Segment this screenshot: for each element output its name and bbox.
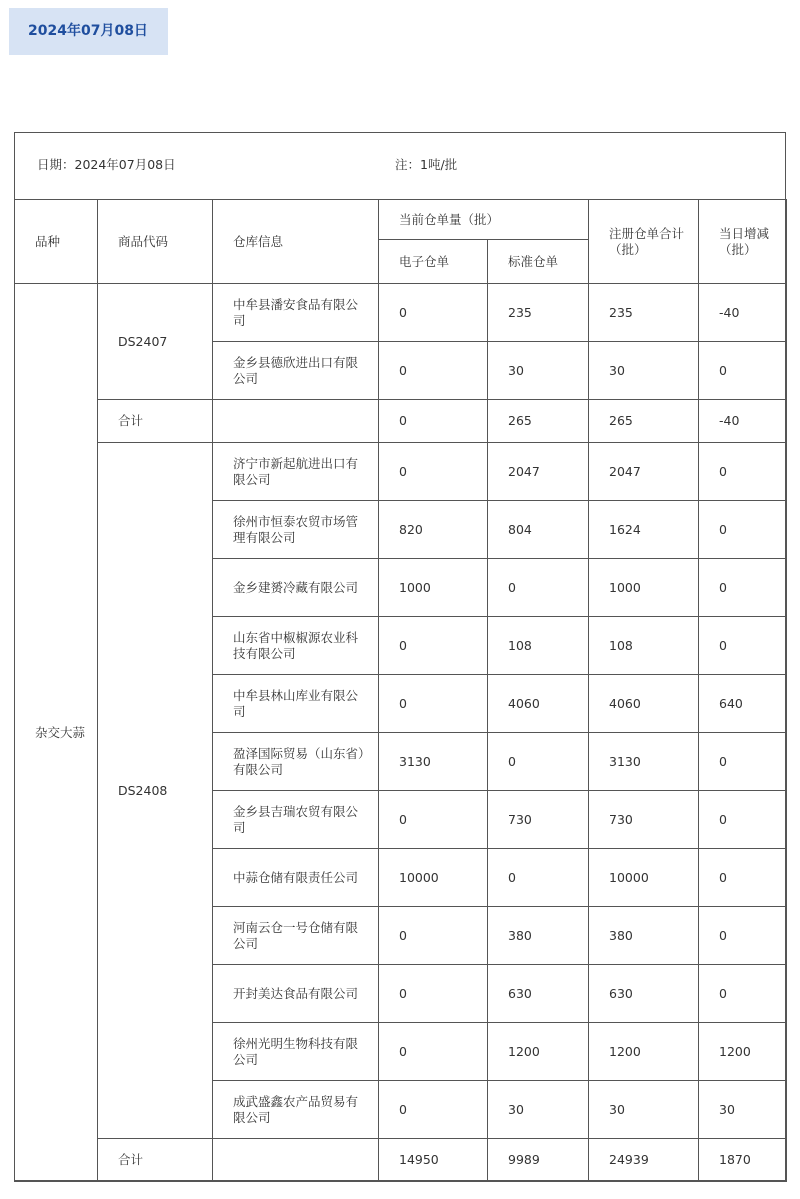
electronic-receipt-cell: 0 [379,342,488,400]
subtotal-daily-change: -40 [699,400,787,443]
subtotal-registered-total: 265 [589,400,699,443]
standard-receipt-cell: 730 [488,791,589,849]
electronic-receipt-cell: 1000 [379,559,488,617]
warehouse-receipt-sheet [14,132,786,1181]
commodity-code-cell: DS2408 [98,443,213,1139]
header-warehouse: 仓库信息 [213,200,379,284]
info-row [15,133,785,199]
warehouse-cell: 山东省中椒椒源农业科技有限公司 [213,617,379,675]
header-current: 当前仓单量（批） [379,200,589,240]
standard-receipt-cell: 235 [488,284,589,342]
warehouse-cell: 成武盛鑫农产品贸易有限公司 [213,1081,379,1139]
warehouse-cell: 中蒜仓储有限责任公司 [213,849,379,907]
subtotal-electronic: 14950 [379,1139,488,1182]
warehouse-cell: 金乡县德欣进出口有限公司 [213,342,379,400]
electronic-receipt-cell: 0 [379,965,488,1023]
unit-note: 注：1吨/批 [395,157,458,172]
daily-change-cell: 0 [699,559,787,617]
electronic-receipt-cell: 0 [379,617,488,675]
subtotal-row [15,400,787,443]
registered-total-cell: 235 [589,284,699,342]
daily-change-cell: 0 [699,733,787,791]
electronic-receipt-cell: 0 [379,443,488,501]
header-registered-total: 注册仓单合计（批） [589,200,699,284]
table-row [15,284,787,342]
electronic-receipt-cell: 0 [379,1081,488,1139]
daily-change-cell: 0 [699,617,787,675]
registered-total-cell: 1000 [589,559,699,617]
registered-total-cell: 108 [589,617,699,675]
warehouse-cell: 金乡建赟冷藏有限公司 [213,559,379,617]
standard-receipt-cell: 30 [488,342,589,400]
electronic-receipt-cell: 0 [379,791,488,849]
daily-change-cell: 0 [699,342,787,400]
electronic-receipt-cell: 0 [379,675,488,733]
standard-receipt-cell: 0 [488,733,589,791]
daily-change-cell: 0 [699,443,787,501]
daily-change-cell: 1200 [699,1023,787,1081]
commodity-code-cell: DS2407 [98,284,213,400]
subtotal-row [15,1139,787,1182]
standard-receipt-cell: 804 [488,501,589,559]
registered-total-cell: 30 [589,1081,699,1139]
header-daily-change: 当日增减（批） [699,200,787,284]
electronic-receipt-cell: 0 [379,907,488,965]
daily-change-cell: -40 [699,284,787,342]
daily-change-cell: 30 [699,1081,787,1139]
daily-change-cell: 0 [699,791,787,849]
standard-receipt-cell: 630 [488,965,589,1023]
electronic-receipt-cell: 820 [379,501,488,559]
registered-total-cell: 2047 [589,443,699,501]
electronic-receipt-cell: 3130 [379,733,488,791]
subtotal-warehouse-empty [213,400,379,443]
standard-receipt-cell: 0 [488,559,589,617]
warehouse-cell: 徐州市恒泰农贸市场管理有限公司 [213,501,379,559]
warehouse-cell: 中牟县潘安食品有限公司 [213,284,379,342]
header-code: 商品代码 [98,200,213,284]
date-tab[interactable]: 2024年07月08日 [9,8,168,55]
warehouse-cell: 河南云仓一号仓储有限公司 [213,907,379,965]
subtotal-electronic: 0 [379,400,488,443]
daily-change-cell: 0 [699,501,787,559]
daily-change-cell: 0 [699,907,787,965]
warehouse-cell: 开封美达食品有限公司 [213,965,379,1023]
warehouse-cell: 金乡县吉瑞农贸有限公司 [213,791,379,849]
standard-receipt-cell: 380 [488,907,589,965]
electronic-receipt-cell: 0 [379,284,488,342]
electronic-receipt-cell: 0 [379,1023,488,1081]
registered-total-cell: 10000 [589,849,699,907]
standard-receipt-cell: 4060 [488,675,589,733]
registered-total-cell: 380 [589,907,699,965]
daily-change-cell: 0 [699,965,787,1023]
subtotal-daily-change: 1870 [699,1139,787,1182]
daily-change-cell: 0 [699,849,787,907]
registered-total-cell: 1624 [589,501,699,559]
registered-total-cell: 3130 [589,733,699,791]
subtotal-registered-total: 24939 [589,1139,699,1182]
registered-total-cell: 4060 [589,675,699,733]
receipt-table [14,199,787,1182]
registered-total-cell: 630 [589,965,699,1023]
daily-change-cell: 640 [699,675,787,733]
registered-total-cell: 730 [589,791,699,849]
warehouse-cell: 中牟县林山库业有限公司 [213,675,379,733]
header-electronic: 电子仓单 [379,240,488,284]
subtotal-warehouse-empty [213,1139,379,1182]
warehouse-cell: 济宁市新起航进出口有限公司 [213,443,379,501]
subtotal-standard: 265 [488,400,589,443]
subtotal-standard: 9989 [488,1139,589,1182]
report-date: 日期：2024年07月08日 [37,157,176,172]
subtotal-label: 合计 [98,1139,213,1182]
warehouse-cell: 盈泽国际贸易（山东省）有限公司 [213,733,379,791]
registered-total-cell: 1200 [589,1023,699,1081]
table-row [15,443,787,501]
variety-cell: 杂交大蒜 [15,284,98,1182]
standard-receipt-cell: 1200 [488,1023,589,1081]
header-standard: 标准仓单 [488,240,589,284]
standard-receipt-cell: 0 [488,849,589,907]
electronic-receipt-cell: 10000 [379,849,488,907]
registered-total-cell: 30 [589,342,699,400]
standard-receipt-cell: 2047 [488,443,589,501]
subtotal-label: 合计 [98,400,213,443]
standard-receipt-cell: 30 [488,1081,589,1139]
warehouse-cell: 徐州光明生物科技有限公司 [213,1023,379,1081]
standard-receipt-cell: 108 [488,617,589,675]
header-variety: 品种 [15,200,98,284]
